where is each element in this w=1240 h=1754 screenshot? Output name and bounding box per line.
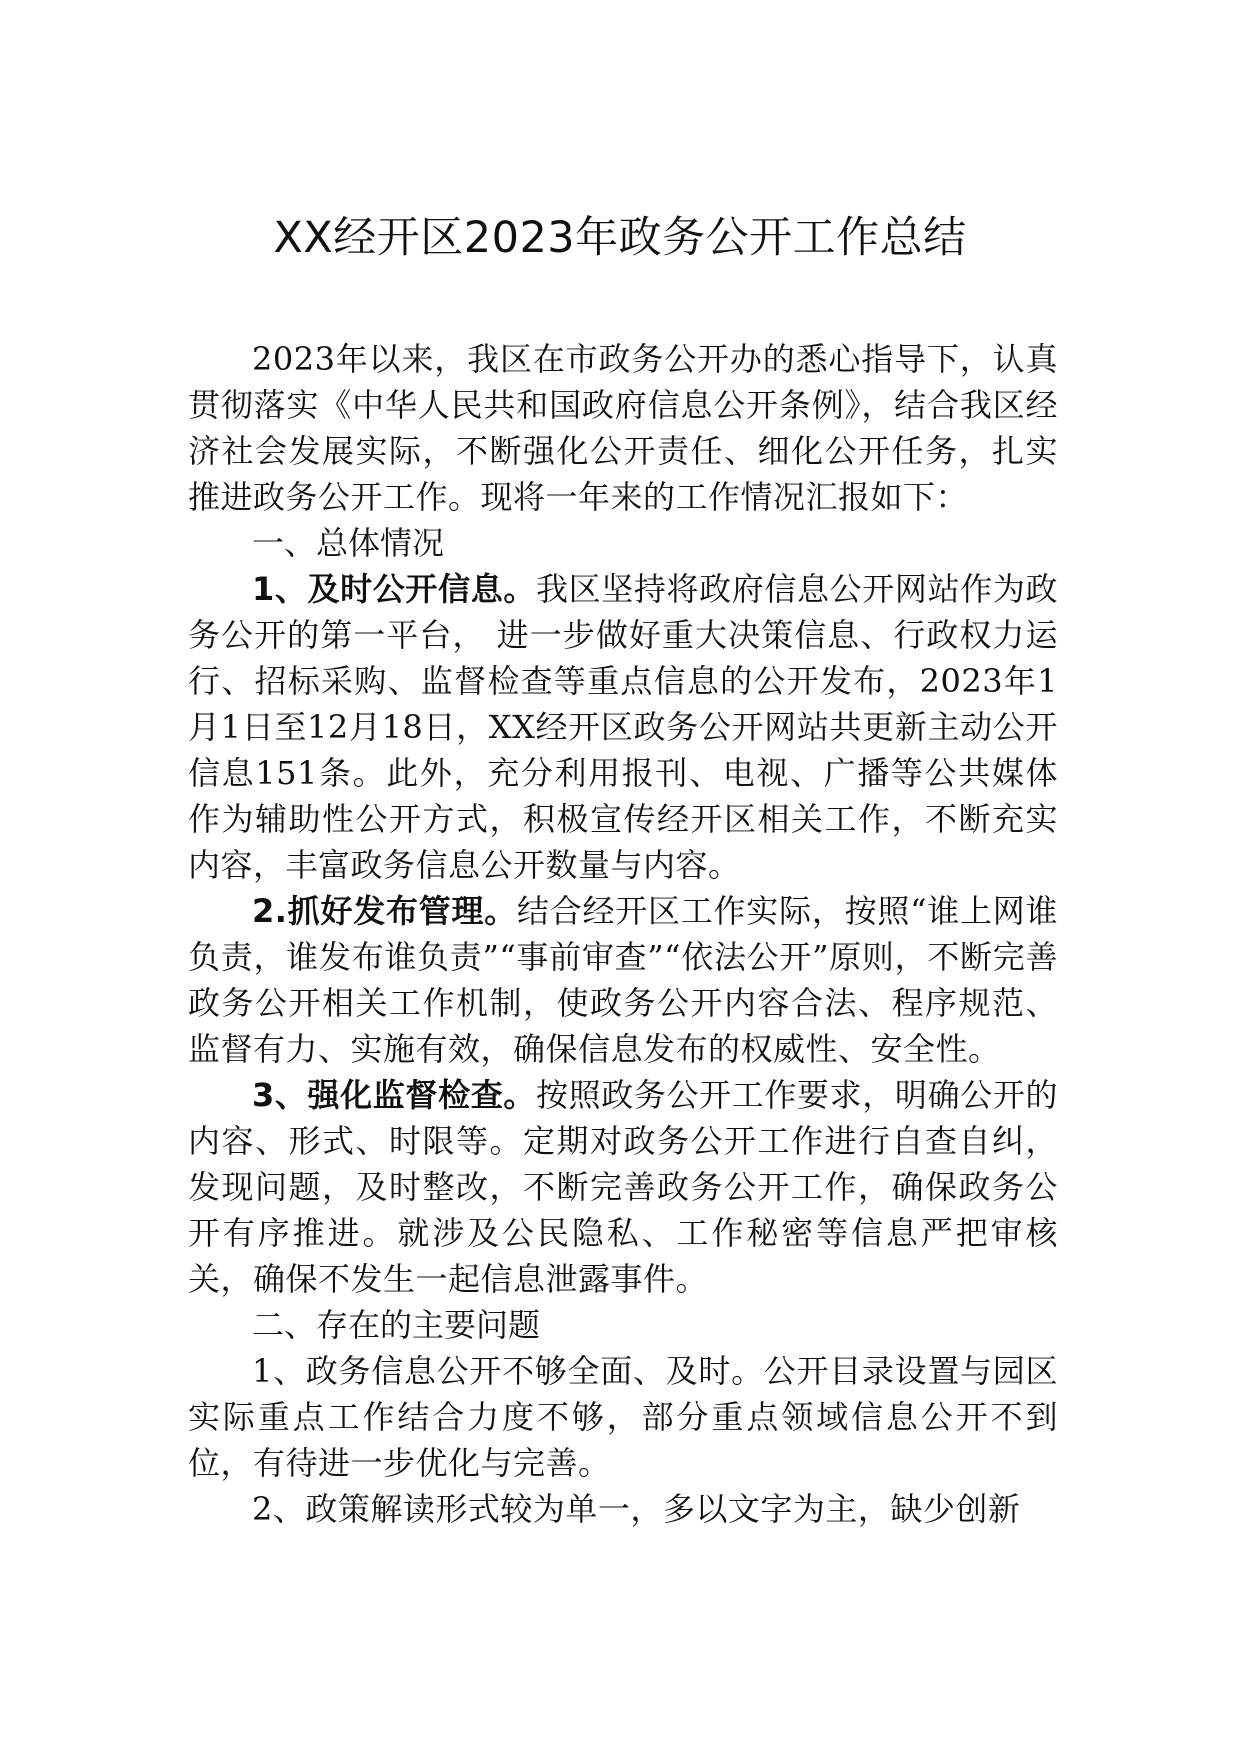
item-lead: 2.抓好发布管理。 bbox=[252, 892, 517, 930]
section-heading-overview: 一、总体情况 bbox=[252, 524, 445, 562]
document-title: XX经开区2023年政务公开工作总结 bbox=[273, 213, 967, 263]
item-text: 结合经开区工作实际，按照“谁上网谁负责，谁发布谁负责”“事前审查”“依法公开”原则，不断完善政务公开相关工作机制，使政务公开内容合法、程序规范、监督有力、实施有效，确保信息发布的权威性、安全性。 bbox=[188, 892, 1058, 1068]
overview-item-3 bbox=[188, 1072, 1058, 1302]
item-lead: 1、及时公开信息。 bbox=[252, 570, 536, 608]
item-text: 按照政务公开工作要求，明确公开的内容、形式、时限等。定期对政务公开工作进行自查自纠，发现问题，及时整改，不断完善政务公开工作，确保政务公开有序推进。就涉及公民隐私、工作秘密等信息严把审核关，确保不发生一起信息泄露事件。 bbox=[188, 1076, 1058, 1298]
document-body bbox=[188, 336, 1058, 1532]
problem-item-1: 1、政务信息公开不够全面、及时。公开目录设置与园区实际重点工作结合力度不够，部分重点领域信息公开不到位，有待进一步优化与完善。 bbox=[188, 1352, 1058, 1482]
item-lead: 3、强化监督检查。 bbox=[252, 1076, 536, 1114]
section-heading-problems: 二、存在的主要问题 bbox=[252, 1306, 541, 1344]
overview-item-2 bbox=[188, 888, 1058, 1072]
intro-paragraph: 2023年以来，我区在市政务公开办的悉心指导下，认真贯彻落实《中华人民共和国政府信息公开条例》，结合我区经济社会发展实际，不断强化公开责任、细化公开任务，扎实推进政务公开工作。现将一年来的工作情况汇报如下： bbox=[188, 340, 1058, 516]
problem-item-2: 2、政策解读形式较为单一，多以文字为主，缺少创新 bbox=[252, 1490, 1021, 1528]
overview-item-1 bbox=[188, 566, 1058, 888]
item-text: 我区坚持将政府信息公开网站作为政务公开的第一平台， 进一步做好重大决策信息、行政权力运行、招标采购、监督检查等重点信息的公开发布，2023年1月1日至12月18日，XX经开区政务公开网站共更新主动公开信息151条。此外，充分利用报刊、电视、广播等公共媒体作为辅助性公开方式，积极宣传经开区相关工作，不断充实内容，丰富政务信息公开数量与内容。 bbox=[188, 570, 1058, 884]
